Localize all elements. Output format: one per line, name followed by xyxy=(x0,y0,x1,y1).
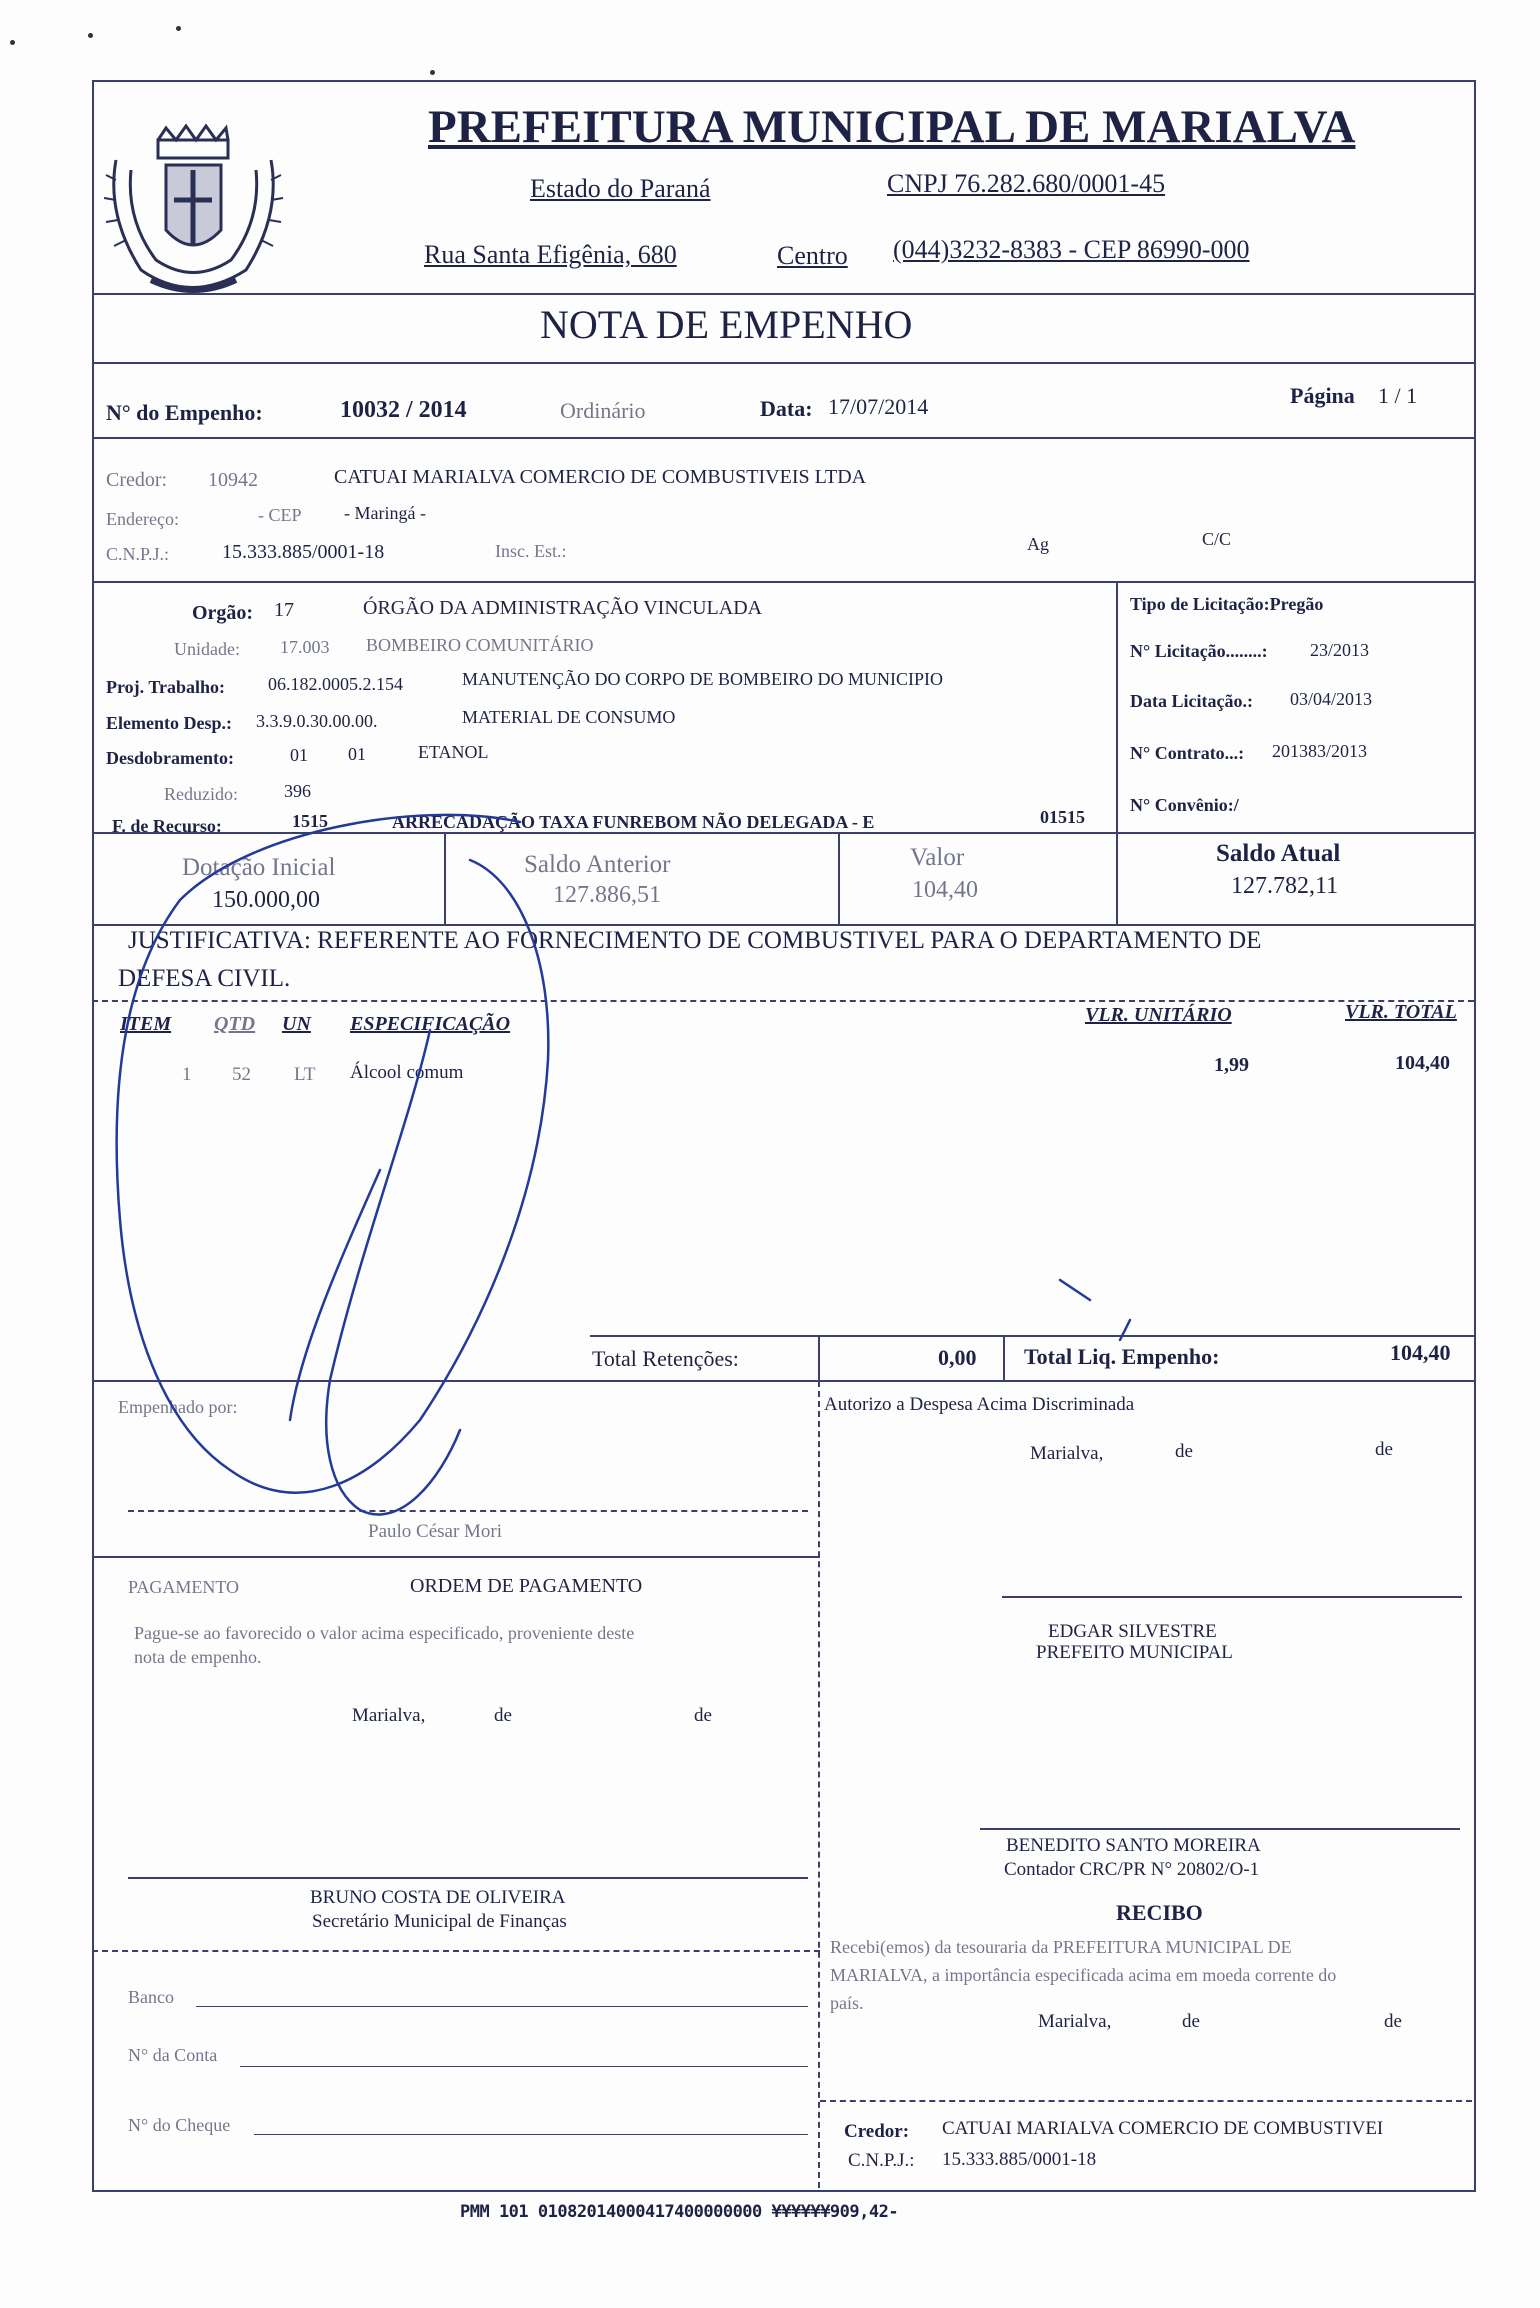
col-header-qtd: QTD xyxy=(214,1013,256,1035)
contrato-value: 201383/2013 xyxy=(1272,741,1368,761)
phone-cep-label: (044)3232-8383 - CEP 86990-000 xyxy=(893,235,1250,264)
empenho-number-label: N° do Empenho: xyxy=(106,400,263,425)
valor-value: 104,40 xyxy=(912,877,978,903)
desdobramento-label: Desdobramento: xyxy=(106,748,234,768)
orgao-code: 17 xyxy=(274,599,294,621)
coat-of-arms-icon xyxy=(96,120,291,310)
recibo-city: Marialva, xyxy=(1038,2011,1112,2032)
recibo-de-2: de xyxy=(1384,2011,1402,2032)
reduzido-label: Reduzido: xyxy=(164,784,238,804)
total-retencoes-value: 0,00 xyxy=(938,1345,977,1370)
creditor-insc-label: Insc. Est.: xyxy=(495,541,567,561)
saldo-anterior-value: 127.886,51 xyxy=(553,882,661,908)
recibo-line-3: país. xyxy=(830,1993,864,2013)
creditor-name: CATUAI MARIALVA COMERCIO DE COMBUSTIVEIS LTDA xyxy=(334,466,867,488)
licitacao-date: 03/04/2013 xyxy=(1290,689,1373,709)
elemento-label: Elemento Desp.: xyxy=(106,713,232,733)
proj-trabalho-code: 06.182.0005.2.154 xyxy=(268,674,403,694)
saldo-anterior-label: Saldo Anterior xyxy=(524,851,671,878)
district-label: Centro xyxy=(777,241,848,270)
credor-cnpj-label: C.N.P.J.: xyxy=(848,2150,915,2171)
dotacao-value: 150.000,00 xyxy=(212,887,320,913)
fonte-label: F. de Recurso: xyxy=(112,816,222,836)
justificativa-line-1: JUSTIFICATIVA: REFERENTE AO FORNECIMENTO DE COMBUSTIVEL PARA O DEPARTAMENTO DE xyxy=(128,927,1262,954)
licitacao-number: 23/2013 xyxy=(1310,640,1370,660)
page-number: 1 / 1 xyxy=(1378,383,1418,408)
address-label: Rua Santa Efigênia, 680 xyxy=(424,240,677,269)
elemento-name: MATERIAL DE CONSUMO xyxy=(462,707,676,727)
saldo-atual-value: 127.782,11 xyxy=(1231,873,1339,899)
pague-line-2: nota de empenho. xyxy=(134,1647,262,1667)
row-qtd: 52 xyxy=(232,1064,251,1085)
creditor-cnpj: 15.333.885/0001-18 xyxy=(222,541,385,563)
col-header-un: UN xyxy=(282,1013,311,1035)
footer-control-code: PMM 101 01082014000417400000000 ¥¥¥¥¥¥909,42- xyxy=(460,2202,899,2222)
autorizo-city: Marialva, xyxy=(1030,1443,1104,1464)
unidade-label: Unidade: xyxy=(174,639,240,659)
proj-trabalho-name: MANUTENÇÃO DO CORPO DE BOMBEIRO DO MUNICIPIO xyxy=(462,669,944,689)
dotacao-label: Dotação Inicial xyxy=(182,854,336,881)
prefeito-name: EDGAR SILVESTRE xyxy=(1048,1621,1217,1642)
ordem-pagamento-label: ORDEM DE PAGAMENTO xyxy=(410,1575,643,1597)
justificativa-line-2: DEFESA CIVIL. xyxy=(118,965,291,992)
recibo-title: RECIBO xyxy=(1116,1900,1203,1925)
page-title: PREFEITURA MUNICIPAL DE MARIALVA xyxy=(428,101,1356,153)
cheque-label: N° do Cheque xyxy=(128,2115,231,2135)
recibo-line-1: Recebi(emos) da tesouraria da PREFEITURA MUNICIPAL DE xyxy=(830,1937,1292,1957)
empenhado-por-name: Paulo César Mori xyxy=(368,1521,503,1542)
speck xyxy=(430,70,435,75)
pagamento-label: PAGAMENTO xyxy=(128,1577,240,1597)
speck xyxy=(176,26,181,31)
elemento-code: 3.3.9.0.30.00.00. xyxy=(256,711,378,731)
creditor-address-label: Endereço: xyxy=(106,509,179,529)
page-label: Página xyxy=(1290,383,1355,408)
empenhado-por-label: Empenhado por: xyxy=(118,1397,238,1417)
bank-account-label: C/C xyxy=(1202,529,1232,549)
orgao-name: ÓRGÃO DA ADMINISTRAÇÃO VINCULADA xyxy=(363,597,763,619)
empenho-number: 10032 / 2014 xyxy=(340,397,467,423)
desdobramento-name: ETANOL xyxy=(418,742,489,762)
conta-label: N° da Conta xyxy=(128,2045,218,2065)
recibo-line-2: MARIALVA, a importância especificada acima em moeda corrente do xyxy=(830,1965,1337,1985)
unidade-name: BOMBEIRO COMUNITÁRIO xyxy=(366,635,594,655)
empenho-type: Ordinário xyxy=(560,398,646,423)
total-liq-label: Total Liq. Empenho: xyxy=(1024,1344,1220,1369)
pague-line-1: Pague-se ao favorecido o valor acima especificado, proveniente deste xyxy=(134,1623,635,1643)
reduzido-value: 396 xyxy=(284,781,311,801)
speck xyxy=(10,40,15,45)
col-header-especificacao: ESPECIFICAÇÃO xyxy=(350,1013,511,1035)
contador-role: Contador CRC/PR N° 20802/O-1 xyxy=(1004,1859,1260,1880)
tipo-licitacao: Tipo de Licitação:Pregão xyxy=(1130,594,1324,614)
row-total: 104,40 xyxy=(1395,1052,1450,1074)
orgao-label: Orgão: xyxy=(192,602,254,624)
creditor-cnpj-label: C.N.P.J.: xyxy=(106,544,170,564)
contrato-label: N° Contrato...: xyxy=(1130,743,1245,763)
cnpj-label: CNPJ 76.282.680/0001-45 xyxy=(887,169,1166,198)
autorizo-de-1: de xyxy=(1175,1441,1193,1462)
bank-agency-label: Ag xyxy=(1027,534,1049,554)
creditor-city: - Maringá - xyxy=(344,503,426,523)
col-header-vlr-unitario: VLR. UNITÁRIO xyxy=(1085,1004,1232,1026)
creditor-label: Credor: xyxy=(106,469,168,491)
row-item: 1 xyxy=(182,1064,192,1085)
convenio-label: N° Convênio:/ xyxy=(1130,795,1239,815)
valor-label: Valor xyxy=(910,844,965,871)
contador-name: BENEDITO SANTO MOREIRA xyxy=(1006,1835,1261,1856)
fonte-name: ARRECADAÇÃO TAXA FUNREBOM NÃO DELEGADA - E xyxy=(392,812,875,832)
prefeito-role: PREFEITO MUNICIPAL xyxy=(1036,1642,1233,1663)
autorizo-de-2: de xyxy=(1375,1439,1393,1460)
col-header-item: ITEM xyxy=(120,1013,172,1035)
total-retencoes-label: Total Retenções: xyxy=(592,1346,739,1371)
banco-label: Banco xyxy=(128,1987,174,2007)
col-header-vlr-total: VLR. TOTAL xyxy=(1345,1001,1457,1023)
unidade-code: 17.003 xyxy=(280,637,330,657)
credor-label: Credor: xyxy=(844,2121,910,2142)
creditor-cep: - CEP xyxy=(258,505,302,525)
desdobramento-b: 01 xyxy=(348,744,366,764)
licitacao-date-label: Data Licitação.: xyxy=(1130,691,1253,711)
saldo-atual-label: Saldo Atual xyxy=(1216,840,1341,867)
credor-name: CATUAI MARIALVA COMERCIO DE COMBUSTIVEI xyxy=(942,2118,1384,2139)
document-type-title: NOTA DE EMPENHO xyxy=(540,302,913,347)
proj-trabalho-label: Proj. Trabalho: xyxy=(106,677,226,697)
speck xyxy=(88,33,93,38)
pagamento-de-2: de xyxy=(694,1705,712,1726)
date-value: 17/07/2014 xyxy=(828,394,929,419)
licitacao-number-label: N° Licitação........: xyxy=(1130,641,1268,661)
date-label: Data: xyxy=(760,396,813,421)
secretario-name: BRUNO COSTA DE OLIVEIRA xyxy=(310,1887,566,1908)
total-liq-value: 104,40 xyxy=(1390,1340,1451,1365)
row-unit-price: 1,99 xyxy=(1214,1054,1249,1076)
fonte-code: 1515 xyxy=(292,811,328,831)
state-label: Estado do Paraná xyxy=(530,174,711,203)
row-desc: Álcool comum xyxy=(350,1062,464,1083)
row-un: LT xyxy=(294,1064,316,1085)
recibo-de-1: de xyxy=(1182,2011,1200,2032)
pagamento-city: Marialva, xyxy=(352,1705,426,1726)
creditor-code: 10942 xyxy=(208,469,258,491)
desdobramento-a: 01 xyxy=(290,745,308,765)
fonte-code-2: 01515 xyxy=(1040,807,1085,827)
credor-cnpj: 15.333.885/0001-18 xyxy=(942,2149,1097,2170)
pagamento-de-1: de xyxy=(494,1705,512,1726)
secretario-role: Secretário Municipal de Finanças xyxy=(312,1911,567,1932)
autorizo-label: Autorizo a Despesa Acima Discriminada xyxy=(824,1394,1135,1415)
